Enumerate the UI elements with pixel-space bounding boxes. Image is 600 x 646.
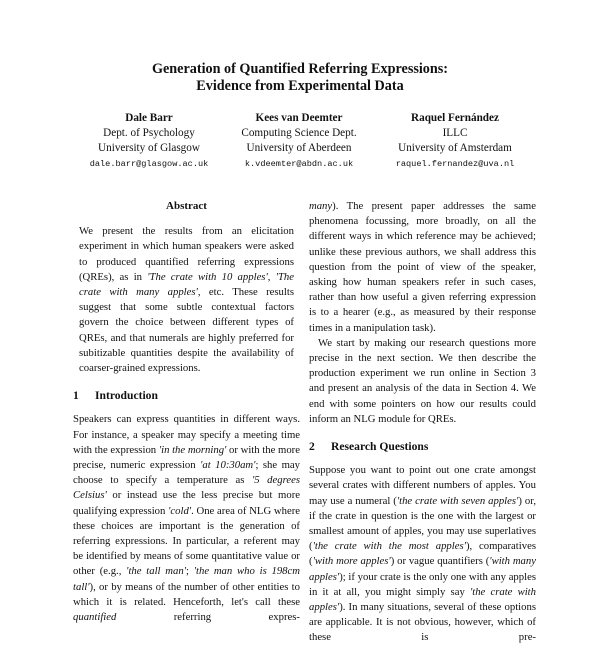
title-line-1: Generation of Quantified Referring Expressions: <box>151 61 449 77</box>
author-dept: ILLC <box>442 127 468 139</box>
author-email: dale.barr@glasgow.ac.uk <box>89 159 209 169</box>
author-univ: University of Aberdeen <box>246 142 352 154</box>
author-name: Dale Barr <box>125 112 173 124</box>
author-univ: University of Glasgow <box>98 142 200 154</box>
continued-paragraph: many). The present paper addresses the same phenomena focussing, more broadly, on all the different ways in which reference may be achieved; unlike these previous authors, we shall address this question from the point of view of the speaker, asking how human speakers refer in such cases, rather than how useful a given referring expression is to a hearer (e.g., as measured by their response times in a manipulation task). <box>309 200 536 334</box>
right-column <box>309 199 536 646</box>
abstract-heading: Abstract <box>166 200 207 212</box>
author-email: raquel.fernandez@uva.nl <box>395 159 515 169</box>
author-name: Kees van Deemter <box>255 112 343 124</box>
author-2 <box>214 111 384 172</box>
author-univ: University of Amsterdam <box>398 142 512 154</box>
paper-title <box>0 61 600 95</box>
title-line-2: Evidence from Experimental Data <box>196 78 404 94</box>
section-heading-research-questions: 2 Research Questions <box>309 440 429 454</box>
left-column <box>73 199 300 625</box>
section-heading-introduction: 1 Introduction <box>73 389 158 403</box>
author-dept: Computing Science Dept. <box>241 127 357 139</box>
author-dept: Dept. of Psychology <box>103 127 195 139</box>
author-name: Raquel Fernández <box>411 112 499 124</box>
introduction-paragraph: Speakers can express quantities in different ways. For instance, a speaker may specify a meeting time with the expression 'in the morning' or with the more precise, numeric expression 'at 10:30am'; she may choose to specify a temperature as '5 degrees Celsius' or instead use the less precise but more qualifying expression 'cold'. One area of NLG where these choices are important is the generation of referring expressions. In particular, a referent may be identified by means of some quantitative value or other (e.g., 'the tall man'; 'the man who is 198cm tall'), or by means of the number of other entities to which it is related. Henceforth, let's call these quantified referring expres- <box>73 413 300 624</box>
author-email: k.vdeemter@abdn.ac.uk <box>244 159 354 169</box>
outline-paragraph: We start by making our research questions more precise in the next section. We then describe the production experiment we run online in Section 3 and present an analysis of the data in Section 4. We end with some pointers on how our results could inform an NLG module for QREs. <box>309 336 536 425</box>
author-1 <box>64 111 234 172</box>
author-3 <box>370 111 540 172</box>
abstract-text: We present the results from an elicitation experiment in which human speakers were asked to produced quantified referring expressions (QREs), as in 'The crate with 10 apples', 'The crate with many apples', etc. These results suggest that some subtle contextual factors govern the choice between different types of QREs, and that numerals are highly preferred for subitizable quantities despite the availability of coarser-grained expressions. <box>79 225 294 375</box>
research-questions-paragraph: Suppose you want to point out one crate amongst several crates with different numbers of apples. You may use a numeral ('the crate with seven apples') or, if the crate in question is the one with the largest or smallest amount of apples, you may use superlatives ('the crate with the most apples'), comparatives ('with more apples') or vague quantifiers ('with many apples'); if your crate is the only one with any apples in it at all, you might simply say 'the crate with apples'). In many situations, several of these options are applicable. It is not obvious, however, which of these is pre- <box>309 464 536 644</box>
